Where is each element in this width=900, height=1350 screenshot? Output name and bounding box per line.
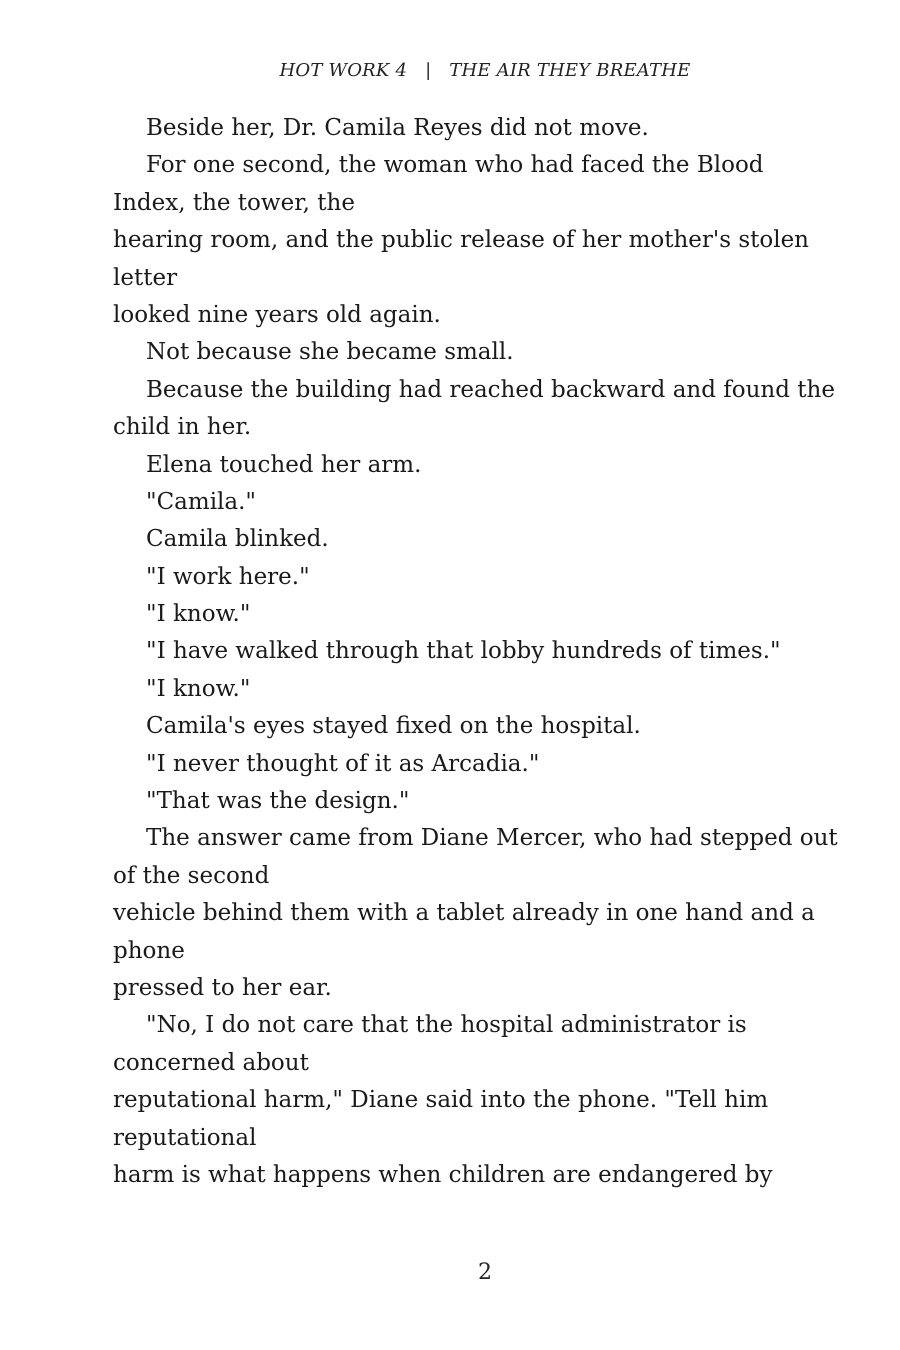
text-line: "No, I do not care that the hospital administrator is	[146, 1012, 747, 1039]
text-line: looked nine years old again.	[113, 301, 441, 328]
text-line: concerned about	[113, 1049, 309, 1076]
text-line: hearing room, and the public release of her mother's stolen	[113, 227, 809, 254]
page-number: 2	[478, 1260, 492, 1285]
text-line: Elena touched her arm.	[146, 451, 422, 478]
running-header	[0, 60, 900, 81]
text-line: "I work here."	[146, 563, 310, 590]
text-line: harm is what happens when children are endangered by	[113, 1161, 773, 1188]
text-line: "I never thought of it as Arcadia."	[146, 750, 540, 777]
text-line: "Camila."	[146, 488, 257, 515]
text-line: "That was the design."	[146, 788, 410, 815]
text-line: child in her.	[113, 414, 252, 441]
text-line: "I have walked through that lobby hundreds of times."	[146, 638, 781, 665]
text-line: Beside her, Dr. Camila Reyes did not move.	[146, 115, 649, 141]
text-line: reputational harm," Diane said into the phone. "Tell him	[113, 1087, 769, 1114]
text-line: Camila blinked.	[146, 526, 329, 553]
text-line: For one second, the woman who had faced the Blood	[146, 152, 764, 179]
text-line: "I know."	[146, 601, 251, 628]
text-line: phone	[113, 937, 185, 964]
body-text	[113, 110, 838, 1194]
text-line: pressed to her ear.	[113, 974, 332, 1001]
text-line: vehicle behind them with a tablet already in one hand and a	[113, 900, 815, 927]
text-line: Index, the tower, the	[113, 189, 355, 216]
text-line: reputational	[113, 1124, 257, 1151]
header-chapter-title: THE AIR THEY BREATHE	[449, 60, 691, 81]
text-line: Camila's eyes stayed fixed on the hospital.	[146, 713, 641, 740]
text-line: of the second	[113, 862, 270, 889]
text-line: Because the building had reached backward and found the	[146, 376, 835, 403]
text-line: letter	[113, 264, 178, 291]
header-book-title: HOT WORK 4	[279, 60, 408, 81]
header-separator: |	[425, 60, 432, 81]
text-line: The answer came from Diane Mercer, who had stepped out	[146, 825, 838, 852]
text-line: "I know."	[146, 675, 251, 702]
text-line: Not because she became small.	[146, 339, 514, 366]
